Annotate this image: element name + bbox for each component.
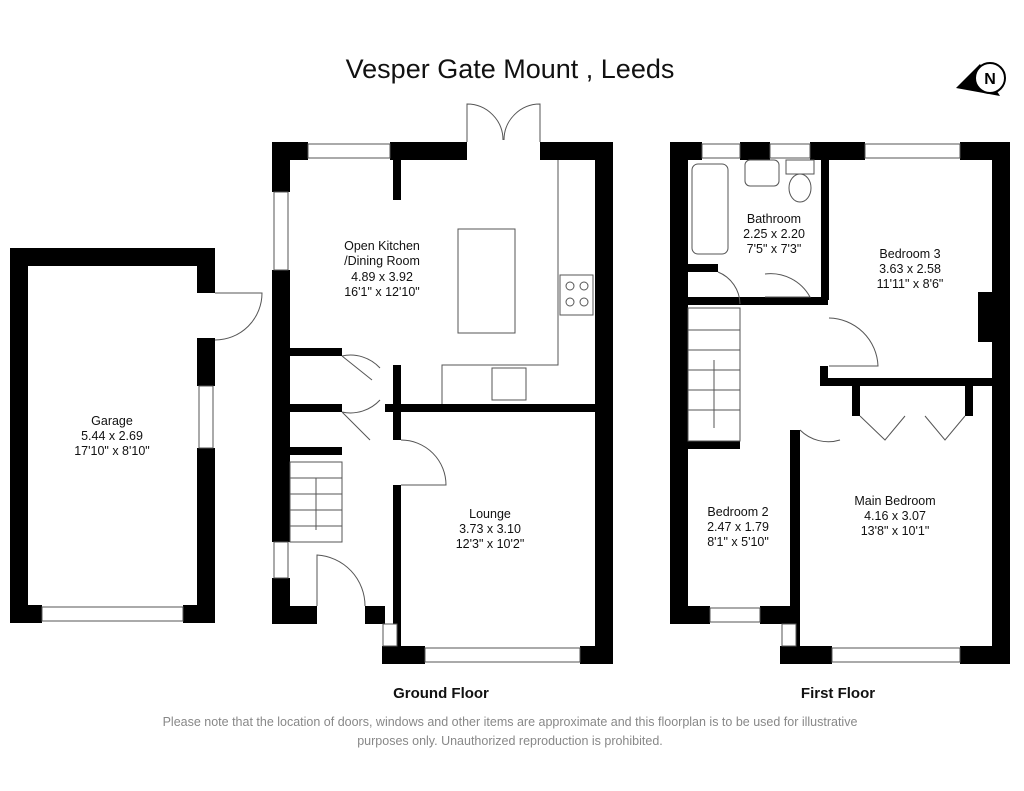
kitchen-side-window — [274, 192, 288, 270]
disclaimer-line-1: Please note that the location of doors, windows and other items are approximate and this floorplan is to be used for illustrative — [162, 715, 858, 729]
kitchen-name-2: /Dining Room — [344, 254, 420, 268]
bathroom-window-1 — [702, 144, 740, 158]
garage-door — [42, 607, 183, 621]
hall-window — [274, 542, 288, 578]
under-stair-door — [342, 400, 380, 440]
garage-window — [199, 386, 213, 448]
garage-imperial: 17'10" x 8'10" — [74, 444, 150, 458]
main-bedroom-window — [832, 648, 960, 662]
bedroom2-window — [710, 608, 760, 622]
bathroom-window-2 — [770, 144, 810, 158]
bathroom-metric: 2.25 x 2.20 — [743, 227, 805, 241]
plan-title: Vesper Gate Mount , Leeds — [345, 54, 675, 84]
main-bedroom-door — [800, 430, 840, 442]
bedroom3-name: Bedroom 3 — [879, 247, 941, 261]
front-door — [317, 555, 365, 606]
lounge-imperial: 12'3" x 10'2" — [455, 537, 525, 551]
cupboard-door — [342, 355, 380, 380]
kitchen-metric: 4.89 x 3.92 — [351, 270, 413, 284]
disclaimer-line-2: purposes only. Unauthorized reproduction is prohibited. — [357, 734, 663, 748]
lounge-door — [401, 440, 446, 485]
bedroom3-door — [829, 318, 878, 366]
compass-label: N — [984, 71, 996, 88]
main-bedroom-name: Main Bedroom — [854, 494, 936, 508]
lounge-metric: 3.73 x 3.10 — [459, 522, 521, 536]
garage-name: Garage — [91, 414, 133, 428]
main-bedroom-side-window — [782, 624, 796, 646]
sink-icon — [492, 368, 526, 400]
bedroom2-metric: 2.47 x 1.79 — [707, 520, 769, 534]
bathroom-name: Bathroom — [746, 212, 802, 226]
bathroom-imperial: 7'5" x 7'3" — [746, 242, 802, 256]
main-bedroom-metric: 4.16 x 3.07 — [864, 509, 926, 523]
kitchen-window — [308, 144, 390, 158]
wardrobe-doors — [860, 416, 965, 440]
ground-stairs — [290, 462, 342, 542]
lounge-name: Lounge — [469, 507, 511, 521]
kitchen-island — [458, 229, 515, 333]
kitchen-name-1: Open Kitchen — [344, 239, 420, 253]
bedroom2-name: Bedroom 2 — [707, 505, 769, 519]
lounge-window — [425, 648, 580, 662]
first-floor-stairs — [688, 308, 740, 441]
bedroom2-imperial: 8'1" x 5'10" — [707, 535, 769, 549]
bedroom3-window — [865, 144, 960, 158]
bath-icon — [692, 164, 728, 254]
main-bedroom-imperial: 13'8" x 10'1" — [860, 524, 930, 538]
first-floor-label: First Floor — [800, 685, 876, 702]
bedroom3-metric: 3.63 x 2.58 — [879, 262, 941, 276]
ground-floor-label: Ground Floor — [393, 685, 489, 702]
toilet-icon — [786, 160, 814, 202]
bedroom3-imperial: 11'11" x 8'6" — [876, 277, 944, 291]
french-doors-icon — [467, 104, 540, 142]
kitchen-imperial: 16'1" x 12'10" — [344, 285, 420, 299]
basin-icon — [745, 160, 779, 186]
lounge-small-window — [383, 624, 397, 646]
garage-metric: 5.44 x 2.69 — [81, 429, 143, 443]
north-compass-icon — [956, 63, 1005, 96]
hob-icon — [560, 275, 593, 315]
garage-side-door — [215, 293, 262, 340]
bathroom-door — [765, 274, 810, 297]
